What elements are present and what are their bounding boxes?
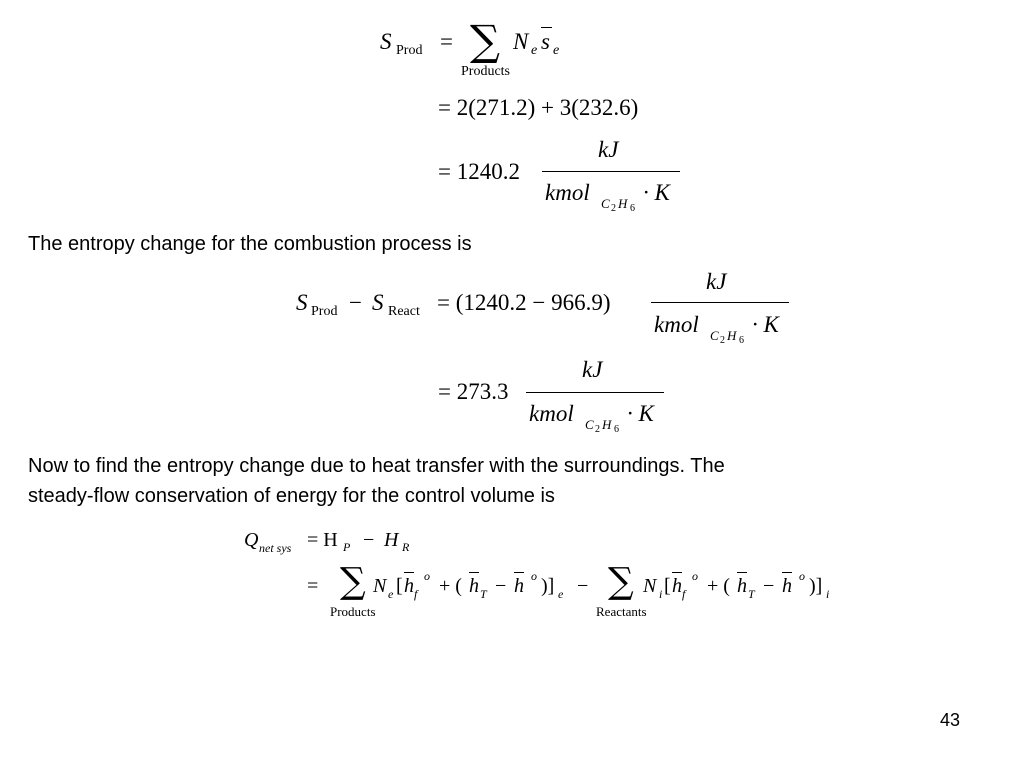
unit-dot-k: · K — [752, 312, 779, 337]
overbar — [541, 27, 552, 28]
plus-paren: + ( — [707, 575, 730, 597]
subscript-f: f — [682, 587, 686, 601]
symbol-n: N — [513, 29, 529, 54]
overbar — [404, 572, 414, 573]
subscript-i: i — [826, 587, 830, 601]
superscript-o: o — [531, 569, 537, 583]
symbol-h-bar: h — [672, 575, 682, 597]
subscript-prod: Prod — [396, 43, 423, 58]
subscript-f: f — [414, 587, 418, 601]
subscript-r: R — [402, 540, 410, 554]
minus-sign: − — [577, 575, 589, 597]
equation-line-2: = 2(271.2) + 3(232.6) — [438, 95, 639, 120]
subscript-net-sys: net sys — [259, 541, 292, 555]
subscript-p: P — [343, 540, 351, 554]
subscript-e: e — [531, 43, 538, 58]
unit-numerator: kJ — [706, 269, 727, 294]
symbol-q: Q — [244, 529, 259, 551]
equals-h — [307, 530, 338, 550]
subscript-react: React — [388, 304, 420, 319]
subscript-2: 2 — [611, 203, 616, 214]
paragraph-heat-transfer — [28, 451, 725, 511]
symbol-h-bar: h — [737, 575, 747, 597]
sum-limit-products: Products — [330, 604, 376, 619]
close-bracket: )] — [541, 575, 555, 597]
plus-paren: + ( — [439, 575, 462, 597]
equation-line-3-value: = 1240.2 — [438, 159, 520, 184]
sum-symbol: ∑ — [470, 16, 500, 65]
unit-numerator: kJ — [598, 137, 619, 162]
subscript-t: T — [480, 587, 487, 601]
superscript-o: o — [692, 569, 698, 583]
subscript-c: C — [585, 417, 594, 432]
subscript-t: T — [748, 587, 755, 601]
subscript-e: e — [388, 587, 394, 601]
sum-symbol: ∑ — [340, 561, 366, 602]
overbar — [469, 572, 479, 573]
subscript-c: C — [710, 328, 719, 343]
subscript-prod: Prod — [311, 304, 338, 319]
overbar — [514, 572, 524, 573]
unit-kmol: kmol — [529, 401, 574, 426]
symbol-s: S — [372, 290, 384, 315]
symbol-h-bar: h — [469, 575, 479, 597]
fraction-bar — [542, 171, 680, 172]
subscript-2: 2 — [595, 424, 600, 435]
sum-symbol: ∑ — [608, 561, 634, 602]
symbol-s-bar: s — [541, 29, 550, 54]
rhs-expression: = (1240.2 − 966.9) — [437, 290, 611, 315]
minus-sign: − — [349, 290, 362, 315]
symbol-n: N — [373, 575, 387, 597]
unit-kmol: kmol — [654, 312, 699, 337]
equals-sign: = — [307, 575, 319, 597]
paragraph-line: steady-flow conservation of energy for the control volume is — [28, 485, 555, 507]
unit-dot-k: · K — [627, 401, 654, 426]
unit-numerator: kJ — [582, 357, 603, 382]
result-value: = 273.3 — [438, 379, 509, 404]
equals-sign: = — [440, 29, 453, 54]
overbar — [737, 572, 747, 573]
fraction-bar — [651, 302, 789, 303]
subscript-h: H — [727, 328, 737, 343]
subscript-i: i — [659, 587, 663, 601]
symbol-h-bar: h — [404, 575, 414, 597]
equals-h-text: = H — [307, 529, 338, 551]
subscript-6: 6 — [630, 203, 635, 214]
symbol-s: S — [296, 290, 308, 315]
symbol-n: N — [643, 575, 657, 597]
close-bracket: )] — [809, 575, 823, 597]
symbol-h-bar: h — [782, 575, 792, 597]
unit-kmol: kmol — [545, 180, 590, 205]
subscript-6: 6 — [614, 424, 619, 435]
open-bracket: [ — [664, 575, 671, 597]
fraction-bar — [526, 392, 664, 393]
minus-sign: − — [495, 575, 507, 597]
sum-limit-reactants: Reactants — [596, 604, 647, 619]
superscript-o: o — [424, 569, 430, 583]
symbol-h-bar: h — [514, 575, 524, 597]
subscript-6: 6 — [739, 335, 744, 346]
open-bracket: [ — [396, 575, 403, 597]
overbar — [672, 572, 682, 573]
minus-sign: − — [363, 529, 375, 551]
unit-dot-k: · K — [643, 180, 670, 205]
subscript-h: H — [618, 196, 628, 211]
paragraph-line: Now to find the entropy change due to heat transfer with the surroundings. The — [28, 455, 725, 477]
sum-limit-products: Products — [461, 64, 510, 79]
symbol-s: S — [380, 29, 392, 54]
subscript-2: 2 — [720, 335, 725, 346]
overbar — [782, 572, 792, 573]
subscript-e: e — [558, 587, 564, 601]
paragraph-entropy-change: The entropy change for the combustion process is — [28, 233, 472, 255]
minus-sign: − — [763, 575, 775, 597]
symbol-h: H — [384, 529, 399, 551]
subscript-h: H — [602, 417, 612, 432]
superscript-o: o — [799, 569, 805, 583]
page-number: 43 — [940, 710, 961, 730]
subscript-c: C — [601, 196, 610, 211]
subscript-e: e — [553, 43, 560, 58]
